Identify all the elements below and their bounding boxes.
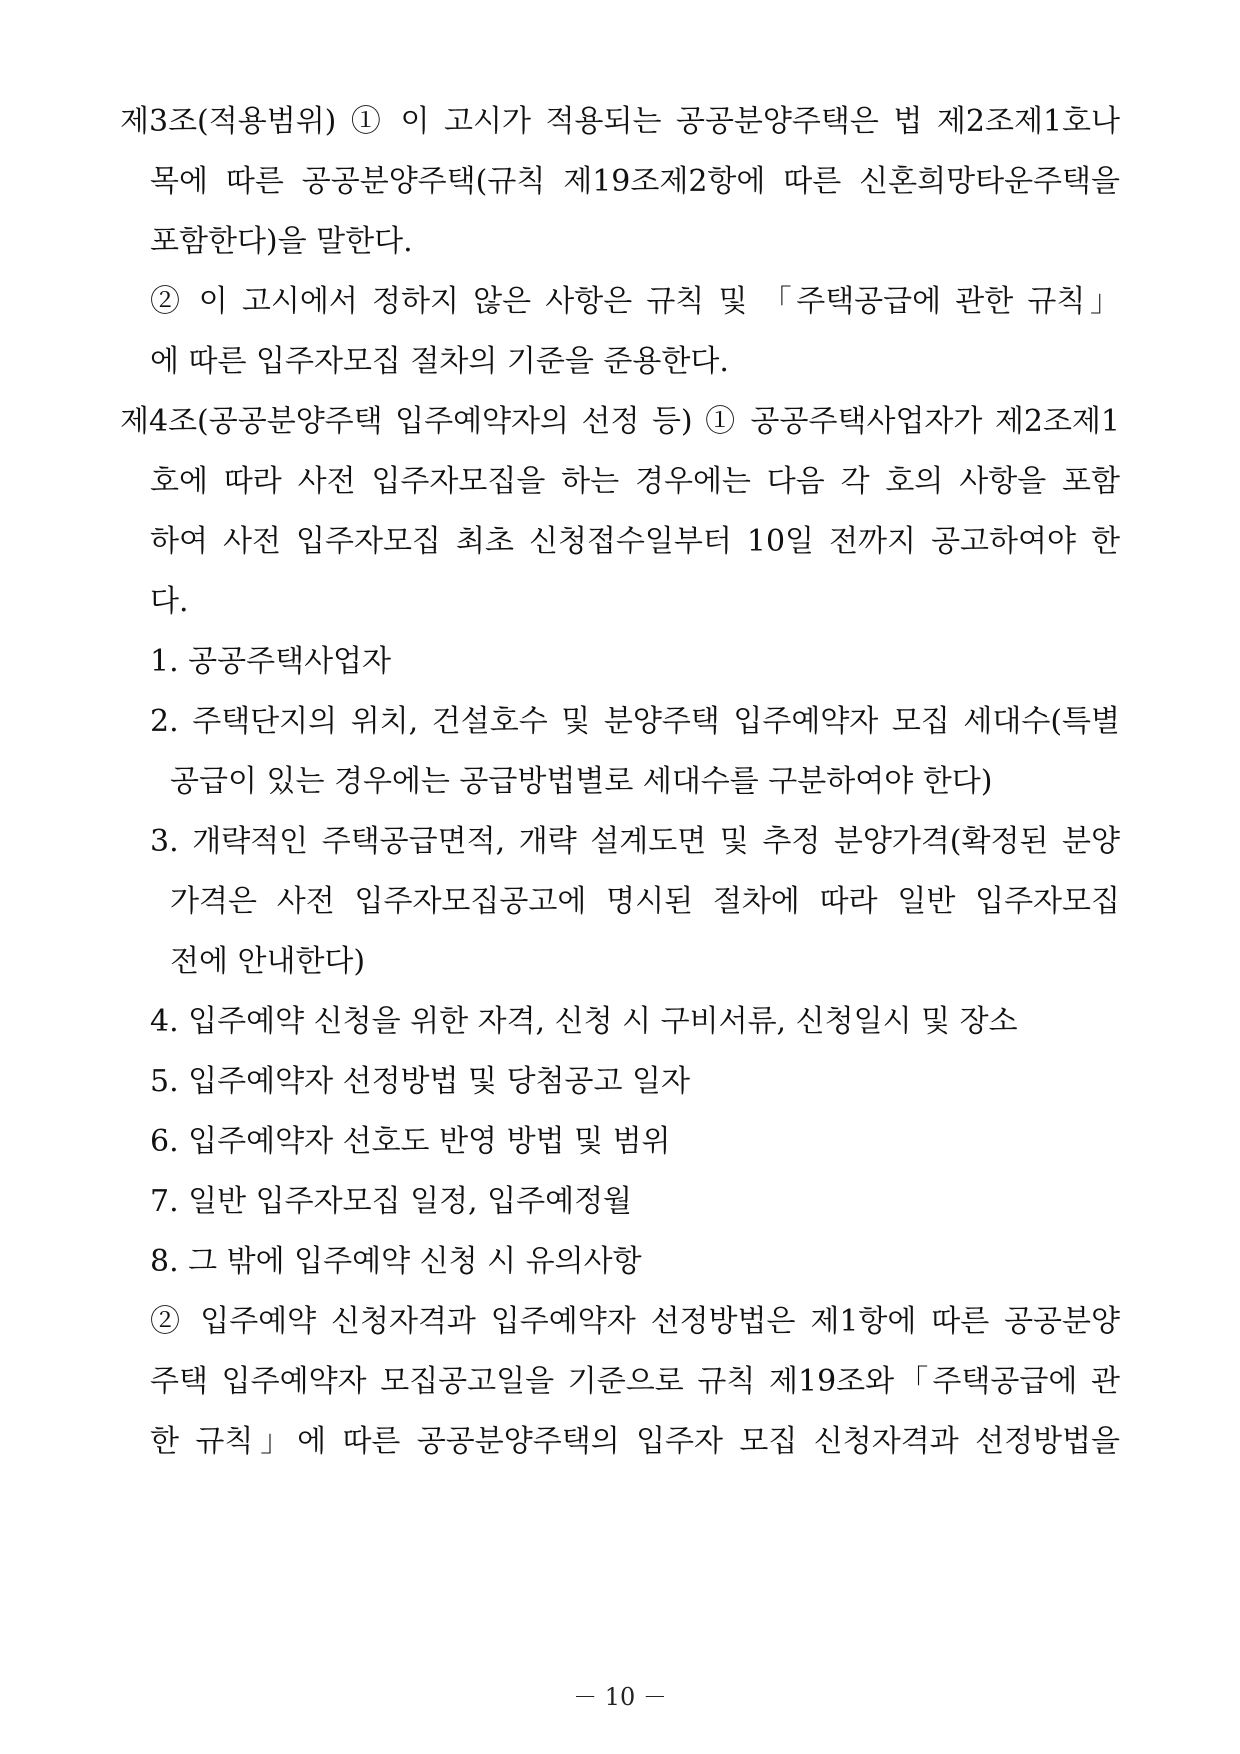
- article-4-text-line: 하여 사전 입주자모집 최초 신청접수일부터 10일 전까지 공고하여야 한: [150, 524, 1120, 559]
- list-item-6: 6. 입주예약자 선호도 반영 방법 및 범위: [150, 1124, 671, 1159]
- article-3-paragraph-2-line: ② 이 고시에서 정하지 않은 사항은 규칙 및 「주택공급에 관한 규칙」: [150, 284, 1120, 319]
- article-4-paragraph-2-line: 한 규칙」에 따른 공공분양주택의 입주자 모집 신청자격과 선정방법을: [150, 1424, 1120, 1459]
- list-item-3: 3. 개략적인 주택공급면적, 개략 설계도면 및 추정 분양가격(확정된 분양: [150, 824, 1120, 859]
- list-item-2-continuation: 공급이 있는 경우에는 공급방법별로 세대수를 구분하여야 한다): [170, 764, 993, 799]
- list-item-5: 5. 입주예약자 선정방법 및 당첨공고 일자: [150, 1064, 690, 1099]
- article-4-paragraph-2-line: ② 입주예약 신청자격과 입주예약자 선정방법은 제1항에 따른 공공분양: [150, 1304, 1120, 1339]
- page-number: － 10 －: [573, 1683, 667, 1711]
- article-3-text-line: 목에 따른 공공분양주택(규칙 제19조제2항에 따른 신혼희망타운주택을: [150, 164, 1120, 199]
- list-item-1: 1. 공공주택사업자: [150, 644, 392, 679]
- list-item-3-continuation: 전에 안내한다): [170, 944, 366, 979]
- article-3-heading-line: 제3조(적용범위) ① 이 고시가 적용되는 공공분양주택은 법 제2조제1호나: [120, 104, 1120, 139]
- article-4-paragraph-2-line: 주택 입주예약자 모집공고일을 기준으로 규칙 제19조와「주택공급에 관: [150, 1364, 1120, 1399]
- article-4-text-line: 다.: [150, 584, 189, 619]
- list-item-2: 2. 주택단지의 위치, 건설호수 및 분양주택 입주예약자 모집 세대수(특별: [150, 704, 1120, 739]
- article-3-text-line: 포함한다)을 말한다.: [150, 224, 413, 259]
- list-item-7: 7. 일반 입주자모집 일정, 입주예정월: [150, 1184, 633, 1219]
- list-item-3-continuation: 가격은 사전 입주자모집공고에 명시된 절차에 따라 일반 입주자모집: [170, 884, 1120, 919]
- list-item-8: 8. 그 밖에 입주예약 신청 시 유의사항: [150, 1244, 642, 1279]
- list-item-4: 4. 입주예약 신청을 위한 자격, 신청 시 구비서류, 신청일시 및 장소: [150, 1004, 1018, 1039]
- article-3-paragraph-2-line: 에 따른 입주자모집 절차의 기준을 준용한다.: [150, 344, 729, 379]
- article-4-heading-line: 제4조(공공분양주택 입주예약자의 선정 등) ① 공공주택사업자가 제2조제1: [120, 404, 1120, 439]
- article-4-text-line: 호에 따라 사전 입주자모집을 하는 경우에는 다음 각 호의 사항을 포함: [150, 464, 1120, 499]
